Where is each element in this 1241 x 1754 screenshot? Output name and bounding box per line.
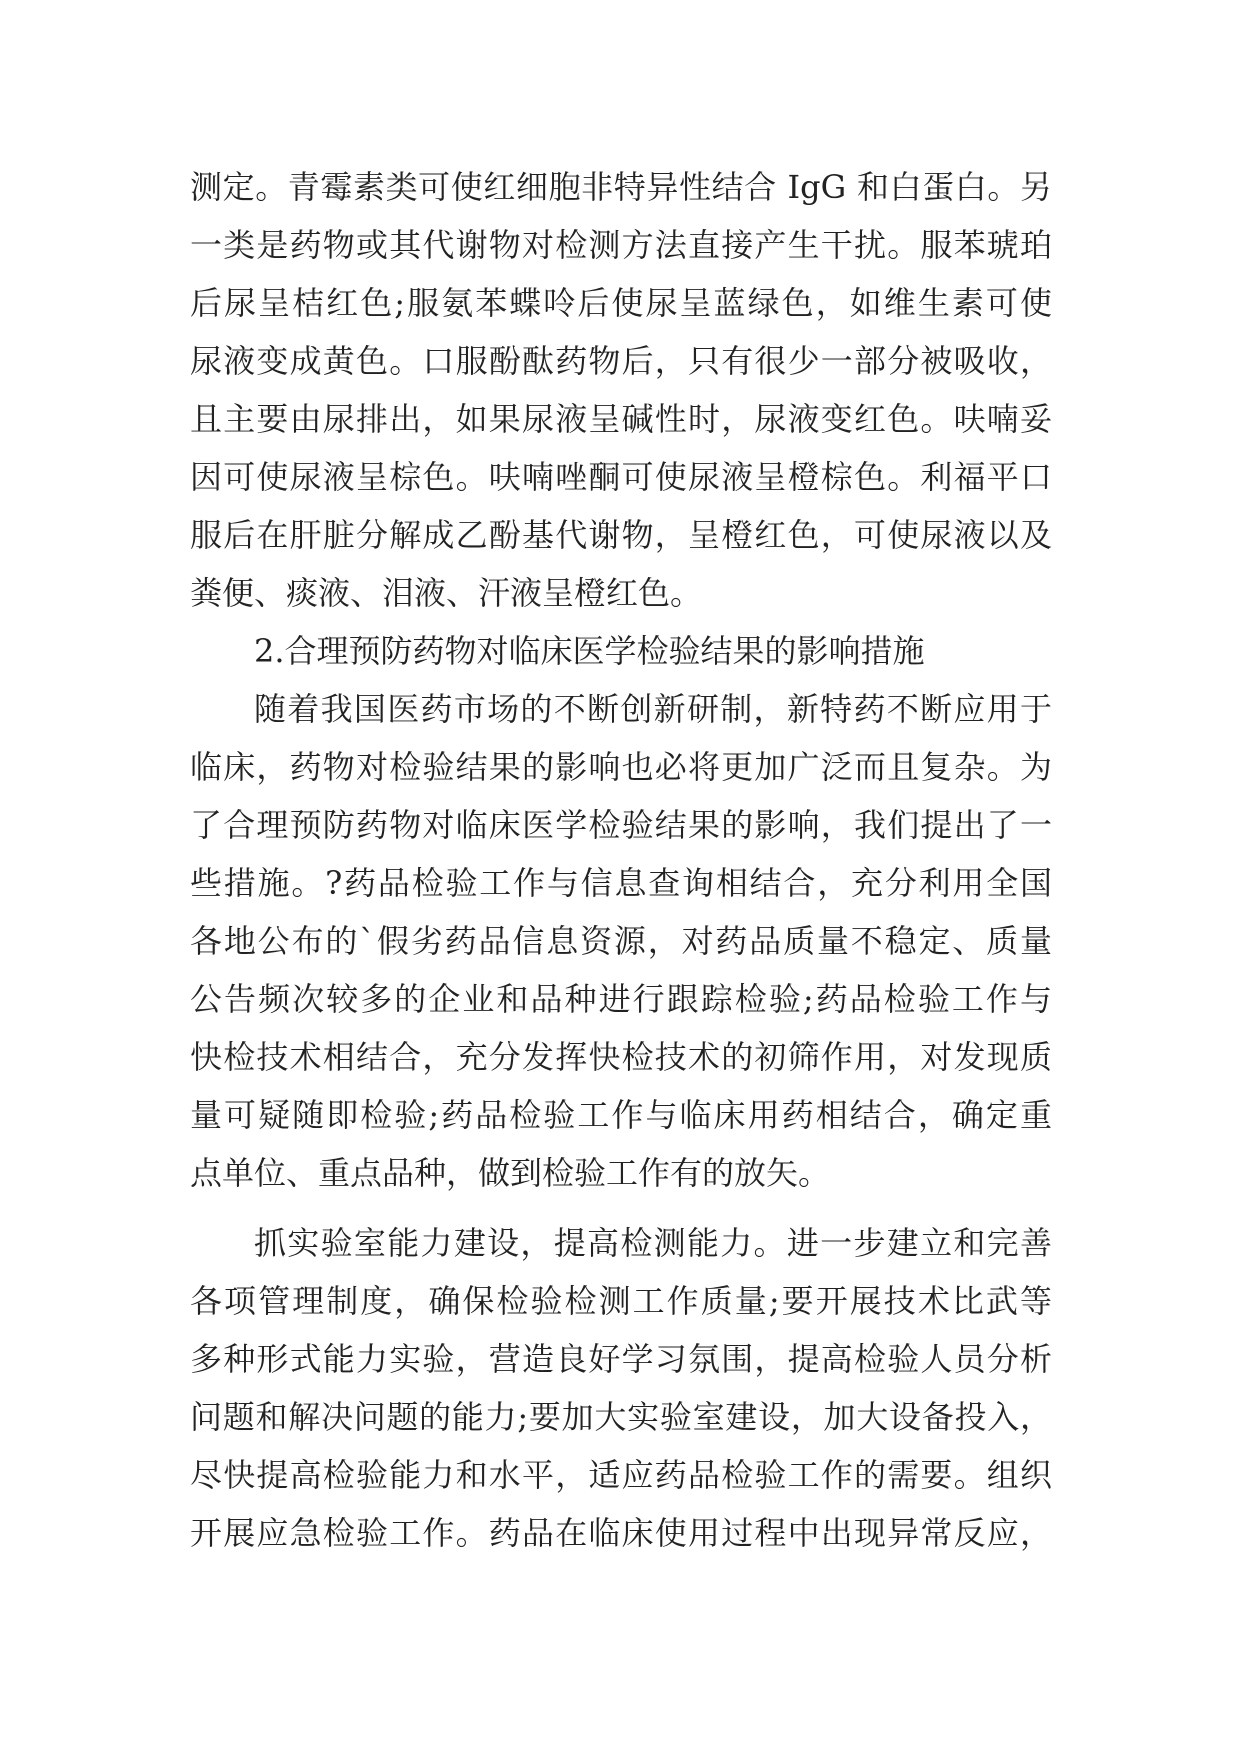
text-line: 一类是药物或其代谢物对检测方法直接产生干扰。服苯琥珀 xyxy=(190,226,1052,264)
text-line: 公告频次较多的企业和品种进行跟踪检验;药品检验工作与 xyxy=(190,980,1052,1018)
text-line: 些措施。?药品检验工作与信息查询相结合，充分利用全国 xyxy=(190,864,1052,902)
text-line: 快检技术相结合，充分发挥快检技术的初筛作用，对发现质 xyxy=(190,1038,1052,1076)
text-line: 各项管理制度，确保检验检测工作质量;要开展技术比武等 xyxy=(190,1282,1052,1320)
text-line: 了合理预防药物对临床医学检验结果的影响，我们提出了一 xyxy=(190,806,1052,844)
paragraph-drug-interference xyxy=(190,158,1052,622)
text-line: 各地公布的`假劣药品信息资源，对药品质量不稳定、质量 xyxy=(190,922,1052,960)
text-line: 临床，药物对检验结果的影响也必将更加广泛而且复杂。为 xyxy=(190,748,1052,786)
section-heading: 2.合理预防药物对临床医学检验结果的影响措施 xyxy=(254,632,925,670)
text-line: 多种形式能力实验，营造良好学习氛围，提高检验人员分析 xyxy=(190,1340,1052,1378)
text-line: 尽快提高检验能力和水平，适应药品检验工作的需要。组织 xyxy=(190,1456,1052,1494)
text-line: 量可疑随即检验;药品检验工作与临床用药相结合，确定重 xyxy=(190,1096,1052,1134)
paragraph-prevention-measures xyxy=(190,680,1052,1202)
text-line: 随着我国医药市场的不断创新研制，新特药不断应用于 xyxy=(254,690,1052,728)
text-line: 因可使尿液呈棕色。呋喃唑酮可使尿液呈橙棕色。利福平口 xyxy=(190,458,1052,496)
document-body xyxy=(190,158,1052,1562)
text-line: 后尿呈桔红色;服氨苯蝶呤后使尿呈蓝绿色，如维生素可使 xyxy=(190,284,1052,322)
text-line: 尿液变成黄色。口服酚酞药物后，只有很少一部分被吸收， xyxy=(190,342,1052,380)
text-line: 粪便、痰液、泪液、汗液呈橙红色。 xyxy=(190,574,703,612)
text-line: 点单位、重点品种，做到检验工作有的放矢。 xyxy=(190,1154,831,1192)
text-line: 开展应急检验工作。药品在临床使用过程中出现异常反应， xyxy=(190,1514,1052,1552)
paragraph-gap xyxy=(190,1202,1052,1214)
text-line: 服后在肝脏分解成乙酚基代谢物，呈橙红色，可使尿液以及 xyxy=(190,516,1052,554)
paragraph-lab-capacity xyxy=(190,1214,1052,1562)
text-line: 抓实验室能力建设，提高检测能力。进一步建立和完善 xyxy=(254,1224,1052,1262)
text-line: 且主要由尿排出，如果尿液呈碱性时，尿液变红色。呋喃妥 xyxy=(190,400,1052,438)
text-line: 测定。青霉素类可使红细胞非特异性结合 IgG 和白蛋白。另 xyxy=(190,168,1052,206)
text-line: 问题和解决问题的能力;要加大实验室建设，加大设备投入， xyxy=(190,1398,1052,1436)
